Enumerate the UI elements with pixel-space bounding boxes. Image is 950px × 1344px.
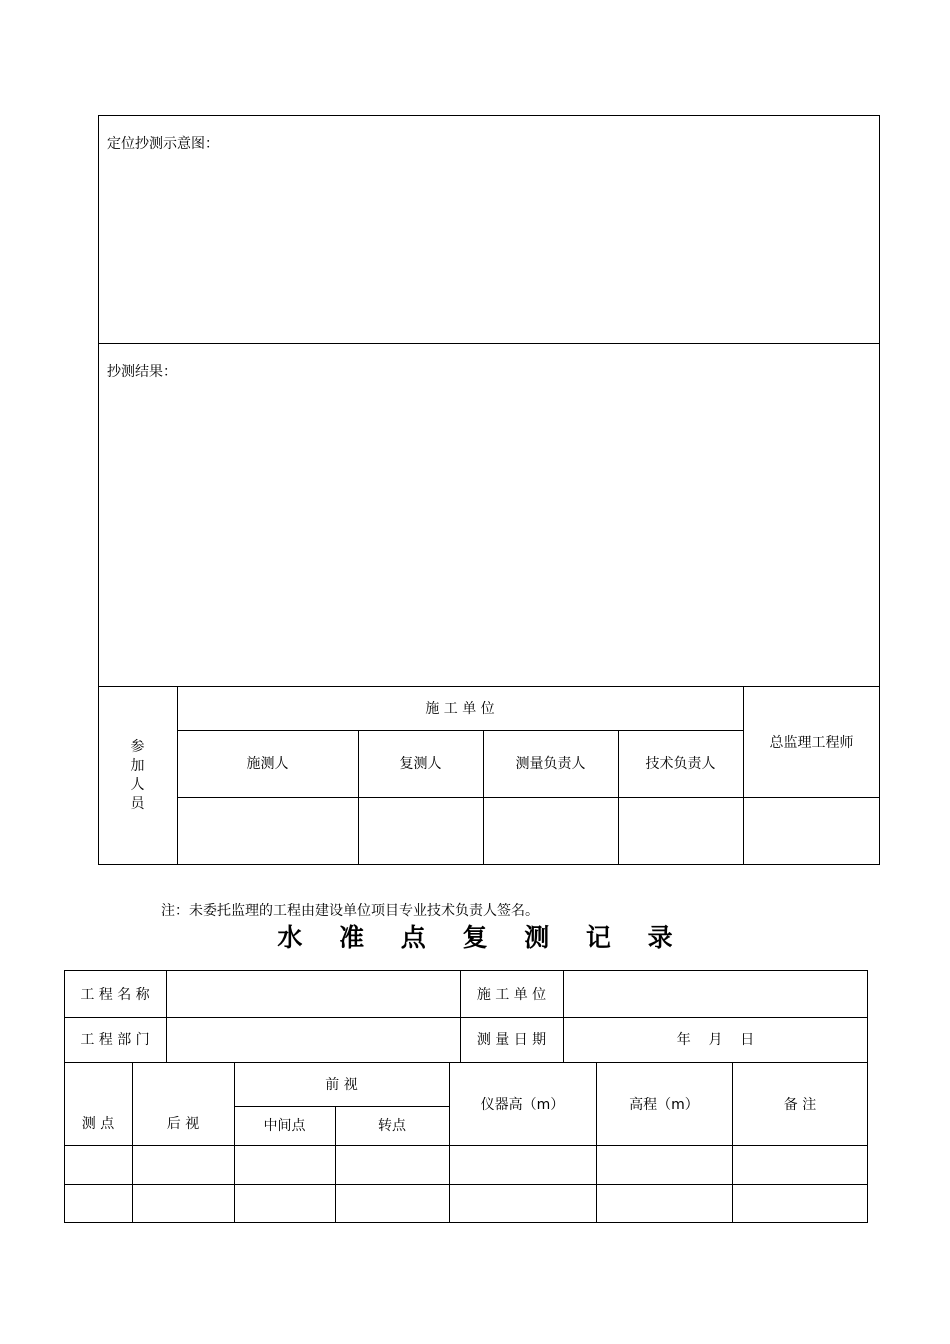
survey-date-value: 年 月 日 [676, 1032, 755, 1048]
chief-engineer-header: 总监理工程师 [769, 735, 854, 751]
divider [64, 1062, 868, 1063]
divider [618, 730, 619, 865]
col-point: 测 点 [81, 1116, 115, 1132]
divider [234, 1106, 449, 1107]
col-foresight: 前 视 [325, 1077, 358, 1093]
divider [64, 1184, 868, 1185]
divider [732, 1062, 733, 1223]
footnote: 注：未委托监理的工程由建设单位项目专业技术负责人签名。 [161, 903, 539, 919]
page-title: 水 准 点 复 测 记 录 [277, 923, 687, 952]
col-remarks: 备 注 [783, 1097, 817, 1113]
construction-unit-header: 施 工 单 位 [425, 701, 495, 717]
divider [743, 686, 744, 865]
col-elevation: 高程（m） [629, 1097, 699, 1113]
survey-form-table [98, 115, 880, 865]
divider [177, 797, 880, 798]
divider [449, 1062, 450, 1223]
divider [64, 1145, 868, 1146]
divider [98, 686, 880, 687]
col-instrument-height: 仪器高（m） [480, 1097, 565, 1113]
diagram-label: 定位抄测示意图： [107, 136, 219, 152]
divider [483, 730, 484, 865]
participants-label: 参 加 人 员 [130, 739, 145, 812]
divider [596, 1062, 597, 1223]
role-resurveyor: 复测人 [399, 756, 442, 772]
role-surveyor: 施测人 [246, 756, 289, 772]
col-intermediate: 中间点 [263, 1118, 306, 1134]
result-label: 抄测结果： [107, 364, 177, 380]
divider [64, 1017, 868, 1018]
divider [166, 970, 167, 1062]
construction-unit-label: 施 工 单 位 [476, 987, 547, 1003]
divider [98, 343, 880, 344]
divider [358, 730, 359, 865]
divider [563, 970, 564, 1062]
col-backsight: 后 视 [166, 1116, 200, 1132]
divider [460, 970, 461, 1062]
role-tech-lead: 技术负责人 [645, 756, 716, 772]
divider [177, 730, 743, 731]
role-survey-lead: 测量负责人 [515, 756, 586, 772]
divider [132, 1062, 133, 1223]
col-turning: 转点 [378, 1118, 406, 1134]
project-dept-label: 工 程 部 门 [80, 1032, 150, 1048]
survey-date-label: 测 量 日 期 [476, 1032, 547, 1048]
project-name-label: 工 程 名 称 [80, 987, 150, 1003]
